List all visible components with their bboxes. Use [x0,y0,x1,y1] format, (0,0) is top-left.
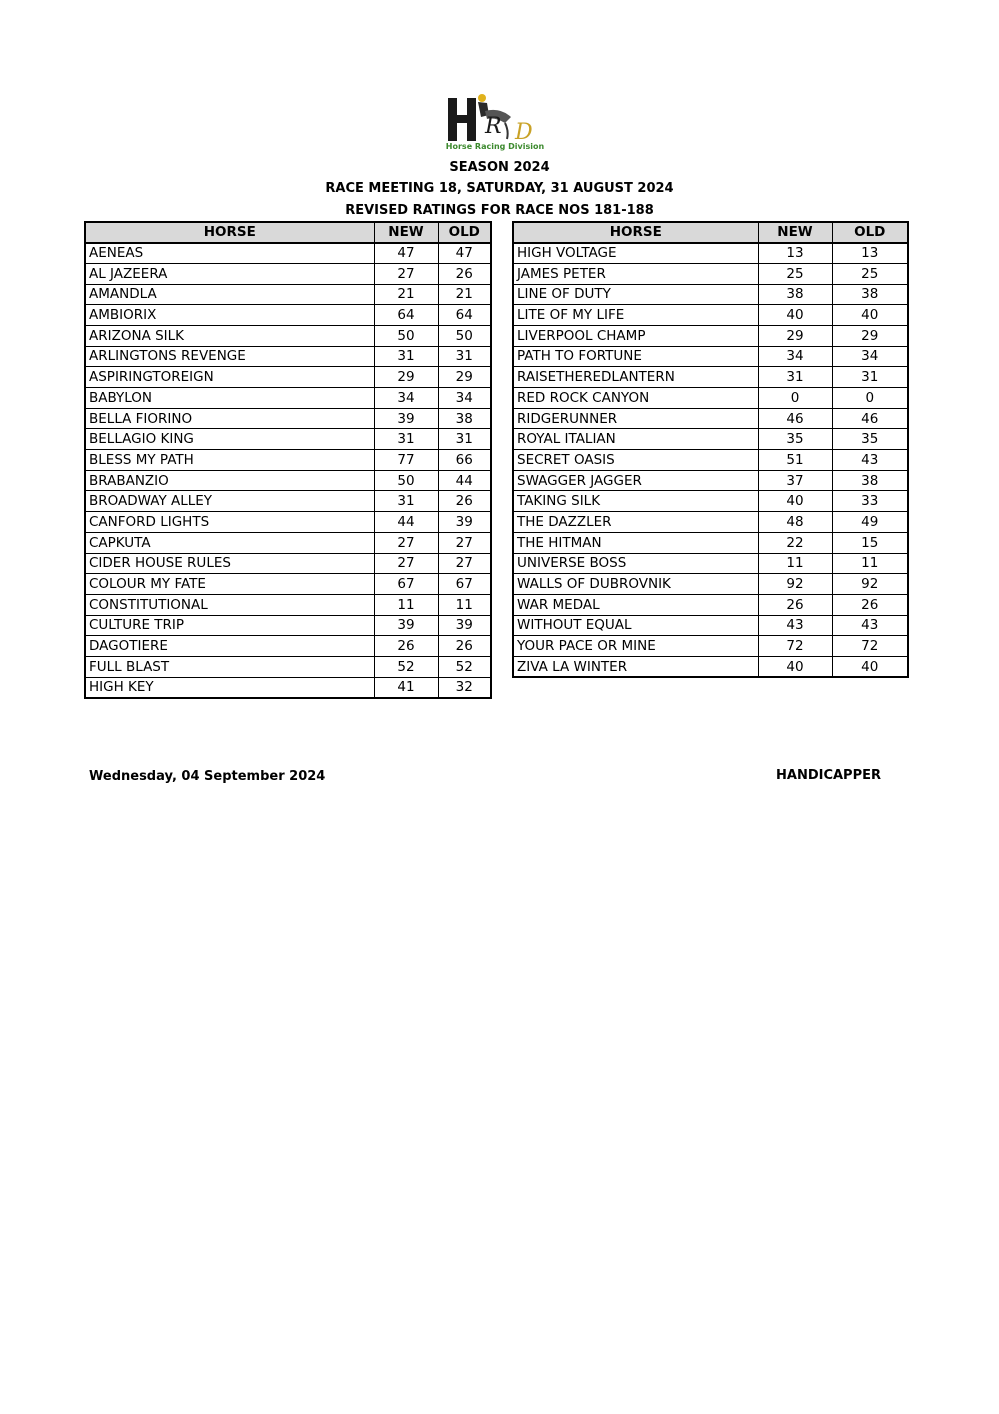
season-title: SEASON 2024 [449,160,550,175]
new-rating-cell: 25 [758,263,832,284]
new-rating-cell: 92 [758,574,832,595]
ratings-table-left [84,221,492,699]
new-rating-cell: 51 [758,450,832,471]
horse-name-cell: HIGH VOLTAGE [513,243,758,264]
header-new: NEW [758,222,832,243]
table-row [85,553,491,574]
old-rating-cell: 67 [438,574,491,595]
old-rating-cell: 50 [438,325,491,346]
horse-name-cell: DAGOTIERE [85,636,374,657]
horse-name-cell: JAMES PETER [513,263,758,284]
new-rating-cell: 31 [374,429,438,450]
table-row [513,263,908,284]
horse-name-cell: WAR MEDAL [513,594,758,615]
table-row [85,470,491,491]
table-row [85,450,491,471]
new-rating-cell: 34 [374,388,438,409]
new-rating-cell: 27 [374,553,438,574]
old-rating-cell: 29 [832,325,908,346]
table-row [513,532,908,553]
new-rating-cell: 77 [374,450,438,471]
table-header-row [85,222,491,243]
table-row [513,388,908,409]
horse-name-cell: BRABANZIO [85,470,374,491]
old-rating-cell: 21 [438,284,491,305]
new-rating-cell: 26 [374,636,438,657]
old-rating-cell: 13 [832,243,908,264]
old-rating-cell: 46 [832,408,908,429]
table-row [513,615,908,636]
horse-name-cell: BELLAGIO KING [85,429,374,450]
new-rating-cell: 40 [758,305,832,326]
new-rating-cell: 64 [374,305,438,326]
new-rating-cell: 43 [758,615,832,636]
new-rating-cell: 48 [758,512,832,533]
logo-caption: Horse Racing Division [445,142,545,151]
old-rating-cell: 66 [438,450,491,471]
new-rating-cell: 27 [374,263,438,284]
old-rating-cell: 26 [438,263,491,284]
new-rating-cell: 29 [374,367,438,388]
horse-name-cell: CULTURE TRIP [85,615,374,636]
new-rating-cell: 27 [374,532,438,553]
issue-date: Wednesday, 04 September 2024 [89,769,326,784]
table-row [85,636,491,657]
old-rating-cell: 72 [832,636,908,657]
horse-name-cell: LINE OF DUTY [513,284,758,305]
old-rating-cell: 39 [438,512,491,533]
new-rating-cell: 41 [374,677,438,698]
horse-name-cell: RAISETHEREDLANTERN [513,367,758,388]
horse-name-cell: COLOUR MY FATE [85,574,374,595]
table-row [513,636,908,657]
old-rating-cell: 25 [832,263,908,284]
old-rating-cell: 64 [438,305,491,326]
new-rating-cell: 39 [374,408,438,429]
header-new: NEW [374,222,438,243]
table-row [85,615,491,636]
old-rating-cell: 29 [438,367,491,388]
table-row [513,346,908,367]
table-row [85,532,491,553]
horse-name-cell: THE HITMAN [513,532,758,553]
meeting-title: RACE MEETING 18, SATURDAY, 31 AUGUST 2024 [325,181,674,196]
new-rating-cell: 38 [758,284,832,305]
table-row [85,512,491,533]
table-row [513,491,908,512]
horse-name-cell: CONSTITUTIONAL [85,594,374,615]
new-rating-cell: 40 [758,491,832,512]
old-rating-cell: 26 [832,594,908,615]
old-rating-cell: 38 [832,284,908,305]
new-rating-cell: 31 [758,367,832,388]
svg-text:R: R [485,114,502,139]
svg-text:D: D [515,120,533,145]
horse-name-cell: CIDER HOUSE RULES [85,553,374,574]
horse-name-cell: ZIVA LA WINTER [513,656,758,677]
header-old: OLD [438,222,491,243]
horse-name-cell: UNIVERSE BOSS [513,553,758,574]
new-rating-cell: 13 [758,243,832,264]
old-rating-cell: 52 [438,656,491,677]
new-rating-cell: 34 [758,346,832,367]
old-rating-cell: 27 [438,532,491,553]
horse-name-cell: CANFORD LIGHTS [85,512,374,533]
new-rating-cell: 67 [374,574,438,595]
table-row [513,656,908,677]
old-rating-cell: 11 [438,594,491,615]
horse-name-cell: AENEAS [85,243,374,264]
new-rating-cell: 35 [758,429,832,450]
old-rating-cell: 15 [832,532,908,553]
new-rating-cell: 21 [374,284,438,305]
table-row [513,325,908,346]
table-row [85,367,491,388]
horse-name-cell: RED ROCK CANYON [513,388,758,409]
table-row [513,574,908,595]
old-rating-cell: 32 [438,677,491,698]
horse-name-cell: ASPIRINGTOREIGN [85,367,374,388]
new-rating-cell: 39 [374,615,438,636]
table-row [85,408,491,429]
header-old: OLD [832,222,908,243]
table-row [85,346,491,367]
old-rating-cell: 35 [832,429,908,450]
table-row [513,450,908,471]
table-row [513,408,908,429]
old-rating-cell: 11 [832,553,908,574]
old-rating-cell: 43 [832,450,908,471]
old-rating-cell: 38 [438,408,491,429]
table-row [85,263,491,284]
new-rating-cell: 29 [758,325,832,346]
table-row [513,367,908,388]
old-rating-cell: 26 [438,636,491,657]
table-row [513,594,908,615]
table-header-row [513,222,908,243]
horse-name-cell: SWAGGER JAGGER [513,470,758,491]
horse-name-cell: ROYAL ITALIAN [513,429,758,450]
new-rating-cell: 44 [374,512,438,533]
new-rating-cell: 50 [374,325,438,346]
new-rating-cell: 31 [374,491,438,512]
handicapper-signature: HANDICAPPER [776,768,881,783]
horse-name-cell: RIDGERUNNER [513,408,758,429]
new-rating-cell: 11 [758,553,832,574]
new-rating-cell: 50 [374,470,438,491]
new-rating-cell: 47 [374,243,438,264]
horse-name-cell: THE DAZZLER [513,512,758,533]
new-rating-cell: 52 [374,656,438,677]
table-row [513,553,908,574]
old-rating-cell: 43 [832,615,908,636]
new-rating-cell: 46 [758,408,832,429]
ratings-table-right [512,221,909,678]
table-row [513,305,908,326]
old-rating-cell: 31 [438,429,491,450]
old-rating-cell: 38 [832,470,908,491]
old-rating-cell: 34 [832,346,908,367]
old-rating-cell: 0 [832,388,908,409]
old-rating-cell: 26 [438,491,491,512]
horse-name-cell: LITE OF MY LIFE [513,305,758,326]
table-row [85,574,491,595]
old-rating-cell: 27 [438,553,491,574]
ratings-subtitle: REVISED RATINGS FOR RACE NOS 181-188 [345,203,654,218]
horse-name-cell: HIGH KEY [85,677,374,698]
old-rating-cell: 92 [832,574,908,595]
old-rating-cell: 44 [438,470,491,491]
table-row [85,305,491,326]
new-rating-cell: 37 [758,470,832,491]
table-row [85,594,491,615]
horse-name-cell: WALLS OF DUBROVNIK [513,574,758,595]
table-row [85,491,491,512]
horse-name-cell: BROADWAY ALLEY [85,491,374,512]
old-rating-cell: 33 [832,491,908,512]
new-rating-cell: 22 [758,532,832,553]
new-rating-cell: 72 [758,636,832,657]
horse-name-cell: BLESS MY PATH [85,450,374,471]
old-rating-cell: 47 [438,243,491,264]
table-row [85,284,491,305]
table-row [85,429,491,450]
horse-name-cell: FULL BLAST [85,656,374,677]
table-row [85,243,491,264]
header-horse: HORSE [85,222,374,243]
header-horse: HORSE [513,222,758,243]
horse-name-cell: AMANDLA [85,284,374,305]
old-rating-cell: 39 [438,615,491,636]
horse-name-cell: AL JAZEERA [85,263,374,284]
new-rating-cell: 11 [374,594,438,615]
new-rating-cell: 40 [758,656,832,677]
horse-name-cell: PATH TO FORTUNE [513,346,758,367]
new-rating-cell: 0 [758,388,832,409]
table-row [513,243,908,264]
table-row [85,656,491,677]
horse-name-cell: BELLA FIORINO [85,408,374,429]
horse-name-cell: TAKING SILK [513,491,758,512]
horse-name-cell: BABYLON [85,388,374,409]
new-rating-cell: 31 [374,346,438,367]
horse-name-cell: ARIZONA SILK [85,325,374,346]
table-row [85,325,491,346]
horse-name-cell: YOUR PACE OR MINE [513,636,758,657]
horse-name-cell: AMBIORIX [85,305,374,326]
horse-name-cell: WITHOUT EQUAL [513,615,758,636]
table-row [513,284,908,305]
table-row [85,677,491,698]
old-rating-cell: 40 [832,656,908,677]
old-rating-cell: 31 [438,346,491,367]
table-row [513,429,908,450]
old-rating-cell: 49 [832,512,908,533]
new-rating-cell: 26 [758,594,832,615]
old-rating-cell: 40 [832,305,908,326]
old-rating-cell: 34 [438,388,491,409]
table-row [513,470,908,491]
horse-name-cell: LIVERPOOL CHAMP [513,325,758,346]
old-rating-cell: 31 [832,367,908,388]
table-row [513,512,908,533]
horse-name-cell: SECRET OASIS [513,450,758,471]
horse-name-cell: CAPKUTA [85,532,374,553]
horse-name-cell: ARLINGTONS REVENGE [85,346,374,367]
table-row [85,388,491,409]
